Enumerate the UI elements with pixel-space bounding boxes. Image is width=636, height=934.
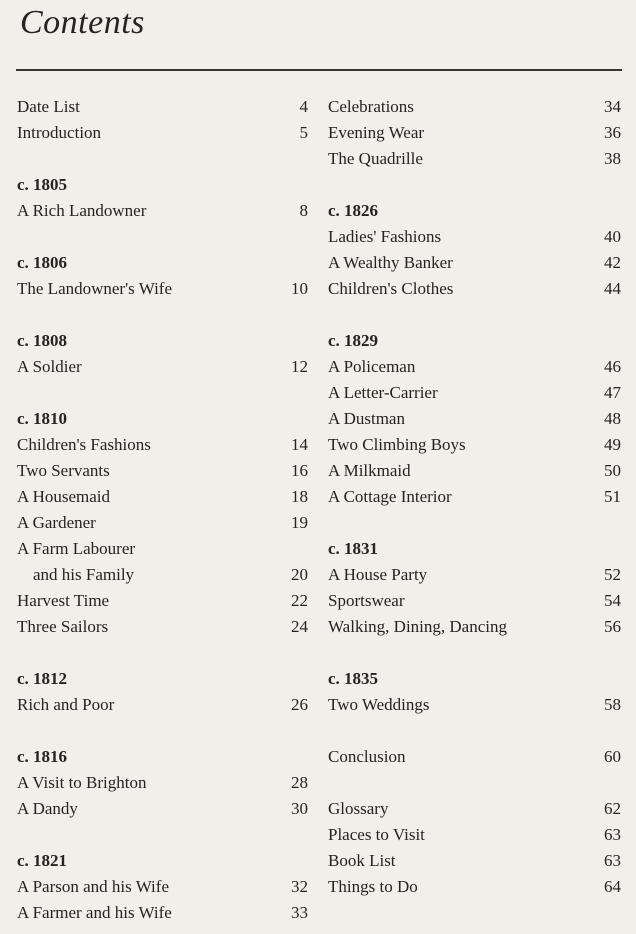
contents-entry[interactable] — [328, 94, 621, 120]
entry-page-number: 38 — [604, 149, 621, 168]
entry-page-number: 5 — [299, 123, 308, 142]
entry-page-number: 48 — [604, 409, 621, 428]
entry-title: A Milkmaid — [328, 461, 411, 480]
entry-title: A Cottage Interior — [328, 487, 452, 506]
contents-entry[interactable] — [17, 900, 308, 926]
contents-entry[interactable] — [328, 120, 621, 146]
entry-title: Two Weddings — [328, 695, 430, 714]
contents-entry[interactable] — [17, 874, 308, 900]
section-gap — [328, 510, 621, 536]
contents-entry[interactable] — [328, 250, 621, 276]
entry-title: Two Servants — [17, 461, 110, 480]
entry-title: Introduction — [17, 123, 102, 142]
contents-entry[interactable] — [328, 484, 621, 510]
entry-page-number: 63 — [604, 851, 621, 870]
entry-title: and his Family — [33, 565, 135, 584]
entry-title: The Landowner's Wife — [17, 279, 173, 298]
entry-page-number: 22 — [291, 591, 308, 610]
entry-page-number: 14 — [291, 435, 308, 454]
entry-page-number: 12 — [291, 357, 308, 376]
entry-page-number: 60 — [604, 747, 621, 766]
entry-title: A Letter-Carrier — [328, 383, 438, 402]
section-gap — [328, 640, 621, 666]
entry-page-number: 19 — [291, 513, 308, 532]
entry-page-number: 49 — [604, 435, 621, 454]
entry-page-number: 4 — [299, 97, 308, 116]
contents-entry[interactable] — [17, 614, 308, 640]
entry-page-number: 47 — [604, 383, 621, 402]
contents-entry[interactable] — [328, 744, 621, 770]
entry-page-number: 54 — [604, 591, 621, 610]
entry-title: A Dandy — [17, 799, 78, 818]
entry-title: A Dustman — [328, 409, 405, 428]
entry-title: Places to Visit — [328, 825, 425, 844]
entry-title: Harvest Time — [17, 591, 110, 610]
section-heading: c. 1835 — [328, 669, 379, 688]
section-heading: c. 1808 — [17, 331, 68, 350]
section-heading: c. 1812 — [17, 669, 68, 688]
contents-entry[interactable] — [328, 874, 621, 900]
entry-page-number: 64 — [604, 877, 621, 896]
entry-title: Children's Clothes — [328, 279, 454, 298]
section-gap — [17, 718, 308, 744]
entry-page-number: 26 — [291, 695, 308, 714]
entry-title: Sportswear — [328, 591, 405, 610]
section-heading: c. 1826 — [328, 201, 379, 220]
entry-title: Evening Wear — [328, 123, 425, 142]
entry-title: Celebrations — [328, 97, 414, 116]
entry-page-number: 18 — [291, 487, 308, 506]
entry-page-number: 24 — [291, 617, 308, 636]
contents-entry[interactable] — [328, 224, 621, 250]
contents-entry[interactable] — [328, 588, 621, 614]
contents-column-left — [17, 94, 308, 926]
entry-title: Ladies' Fashions — [328, 227, 442, 246]
entry-page-number: 30 — [291, 799, 308, 818]
contents-entry[interactable] — [328, 692, 621, 718]
section-gap — [17, 224, 308, 250]
entry-page-number: 36 — [604, 123, 621, 142]
contents-entry[interactable] — [17, 588, 308, 614]
contents-column-right — [328, 94, 621, 900]
entry-page-number: 28 — [291, 773, 308, 792]
contents-entry[interactable] — [17, 692, 308, 718]
contents-entry[interactable] — [17, 354, 308, 380]
entry-page-number: 62 — [604, 799, 621, 818]
entry-title: A Visit to Brighton — [17, 773, 147, 792]
contents-entry[interactable] — [328, 562, 621, 588]
entry-page-number: 52 — [604, 565, 621, 584]
entry-title: A Soldier — [17, 357, 82, 376]
contents-entry[interactable] — [17, 484, 308, 510]
contents-entry[interactable] — [328, 432, 621, 458]
contents-entry[interactable] — [17, 198, 308, 224]
entry-title: A Gardener — [17, 513, 96, 532]
section-gap — [17, 822, 308, 848]
contents-entry[interactable] — [17, 458, 308, 484]
entry-title: Book List — [328, 851, 396, 870]
entry-page-number: 32 — [291, 877, 308, 896]
section-heading: c. 1810 — [17, 409, 68, 428]
entry-page-number: 33 — [291, 903, 308, 922]
contents-entry[interactable] — [328, 796, 621, 822]
entry-title: A Farmer and his Wife — [17, 903, 172, 922]
section-gap — [17, 302, 308, 328]
contents-entry[interactable] — [17, 432, 308, 458]
entry-page-number: 42 — [604, 253, 621, 272]
contents-entry[interactable] — [328, 276, 621, 302]
entry-title: Conclusion — [328, 747, 406, 766]
entry-page-number: 58 — [604, 695, 621, 714]
entry-page-number: 20 — [291, 565, 308, 584]
entry-page-number: 51 — [604, 487, 621, 506]
section-heading: c. 1816 — [17, 747, 68, 766]
contents-entry[interactable] — [328, 614, 621, 640]
section-heading: c. 1831 — [328, 539, 379, 558]
entry-title: Children's Fashions — [17, 435, 151, 454]
entry-page-number: 40 — [604, 227, 621, 246]
contents-entry[interactable] — [17, 770, 308, 796]
entry-title: Rich and Poor — [17, 695, 115, 714]
contents-entry[interactable] — [328, 354, 621, 380]
entry-title: Things to Do — [328, 877, 418, 896]
title-rule — [16, 69, 622, 71]
section-gap — [328, 172, 621, 198]
page-title: Contents — [20, 4, 145, 41]
entry-title: A Wealthy Banker — [328, 253, 453, 272]
contents-entry[interactable] — [17, 276, 308, 302]
section-heading: c. 1829 — [328, 331, 379, 350]
entry-page-number: 56 — [604, 617, 621, 636]
contents-entry[interactable] — [328, 406, 621, 432]
entry-title: Two Climbing Boys — [328, 435, 466, 454]
contents-entry[interactable] — [17, 510, 308, 536]
entry-page-number: 44 — [604, 279, 621, 298]
entry-title: The Quadrille — [328, 149, 423, 168]
entry-page-number: 16 — [291, 461, 308, 480]
section-heading: c. 1805 — [17, 175, 68, 194]
entry-page-number: 63 — [604, 825, 621, 844]
contents-entry[interactable] — [17, 120, 308, 146]
entry-title: Glossary — [328, 799, 389, 818]
entry-page-number: 34 — [604, 97, 621, 116]
section-gap — [328, 302, 621, 328]
contents-entry[interactable] — [17, 562, 308, 588]
section-gap — [328, 770, 621, 796]
contents-entry[interactable] — [328, 458, 621, 484]
entry-page-number: 50 — [604, 461, 621, 480]
contents-entry[interactable] — [328, 848, 621, 874]
entry-title: A Housemaid — [17, 487, 111, 506]
contents-entry[interactable] — [17, 94, 308, 120]
entry-title: Date List — [17, 97, 80, 116]
contents-entry[interactable] — [328, 380, 621, 406]
section-gap — [17, 146, 308, 172]
contents-entry[interactable] — [17, 796, 308, 822]
section-gap — [328, 718, 621, 744]
section-heading: c. 1821 — [17, 851, 68, 870]
section-gap — [17, 380, 308, 406]
entry-title: A Parson and his Wife — [17, 877, 169, 896]
entry-page-number: 8 — [299, 201, 308, 220]
entry-title: A Farm Labourer — [17, 539, 136, 558]
entry-title: A Policeman — [328, 357, 416, 376]
contents-entry[interactable] — [328, 146, 621, 172]
entry-title: A Rich Landowner — [17, 201, 147, 220]
section-gap — [17, 640, 308, 666]
entry-title: Three Sailors — [17, 617, 109, 636]
contents-entry[interactable] — [328, 822, 621, 848]
section-heading: c. 1806 — [17, 253, 68, 272]
entry-page-number: 46 — [604, 357, 621, 376]
entry-title: Walking, Dining, Dancing — [328, 617, 507, 636]
entry-title: A House Party — [328, 565, 428, 584]
contents-entry[interactable] — [17, 536, 308, 562]
entry-page-number: 10 — [291, 279, 308, 298]
